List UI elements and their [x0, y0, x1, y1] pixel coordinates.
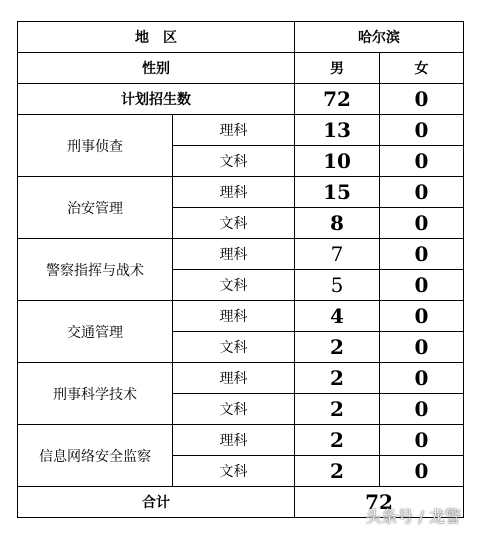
watermark: 头条号 / 龙警 [365, 507, 461, 526]
major-name: 警察指挥与战术 [18, 239, 173, 301]
male-count: 4 [295, 301, 380, 332]
male-count: 5 [295, 270, 380, 301]
plan-row [18, 84, 464, 115]
male-count: 10 [295, 146, 380, 177]
track-label: 理科 [173, 177, 295, 208]
region-row [18, 22, 464, 53]
track-label: 文科 [173, 270, 295, 301]
table-row [18, 363, 464, 394]
female-count: 0 [380, 115, 464, 146]
table-row [18, 425, 464, 456]
male-count: 2 [295, 425, 380, 456]
track-label: 文科 [173, 208, 295, 239]
plan-label: 计划招生数 [18, 84, 295, 115]
male-count: 2 [295, 332, 380, 363]
female-count: 0 [380, 301, 464, 332]
female-header: 女 [380, 53, 464, 84]
track-label: 文科 [173, 394, 295, 425]
female-count: 0 [380, 270, 464, 301]
track-label: 理科 [173, 115, 295, 146]
female-count: 0 [380, 425, 464, 456]
track-label: 文科 [173, 332, 295, 363]
track-label: 文科 [173, 146, 295, 177]
gender-label: 性别 [18, 53, 295, 84]
region-value: 哈尔滨 [295, 22, 464, 53]
table-row [18, 115, 464, 146]
table-row [18, 177, 464, 208]
plan-female: 0 [380, 84, 464, 115]
major-name: 刑事科学技术 [18, 363, 173, 425]
female-count: 0 [380, 456, 464, 487]
male-count: 2 [295, 456, 380, 487]
female-count: 0 [380, 363, 464, 394]
enrollment-table [17, 21, 464, 518]
male-count: 15 [295, 177, 380, 208]
plan-male: 72 [295, 84, 380, 115]
female-count: 0 [380, 239, 464, 270]
male-count: 2 [295, 363, 380, 394]
track-label: 文科 [173, 456, 295, 487]
female-count: 0 [380, 146, 464, 177]
male-count: 13 [295, 115, 380, 146]
table-row [18, 301, 464, 332]
major-name: 刑事侦查 [18, 115, 173, 177]
track-label: 理科 [173, 239, 295, 270]
male-count: 2 [295, 394, 380, 425]
region-label: 地 区 [18, 22, 295, 53]
major-name: 治安管理 [18, 177, 173, 239]
female-count: 0 [380, 394, 464, 425]
male-count: 8 [295, 208, 380, 239]
total-value: 72 [295, 487, 464, 518]
male-header: 男 [295, 53, 380, 84]
major-name: 信息网络安全监察 [18, 425, 173, 487]
track-label: 理科 [173, 301, 295, 332]
female-count: 0 [380, 332, 464, 363]
female-count: 0 [380, 177, 464, 208]
major-name: 交通管理 [18, 301, 173, 363]
female-count: 0 [380, 208, 464, 239]
track-label: 理科 [173, 425, 295, 456]
male-count: 7 [295, 239, 380, 270]
gender-row [18, 53, 464, 84]
total-label: 合计 [18, 487, 295, 518]
table-row [18, 239, 464, 270]
track-label: 理科 [173, 363, 295, 394]
